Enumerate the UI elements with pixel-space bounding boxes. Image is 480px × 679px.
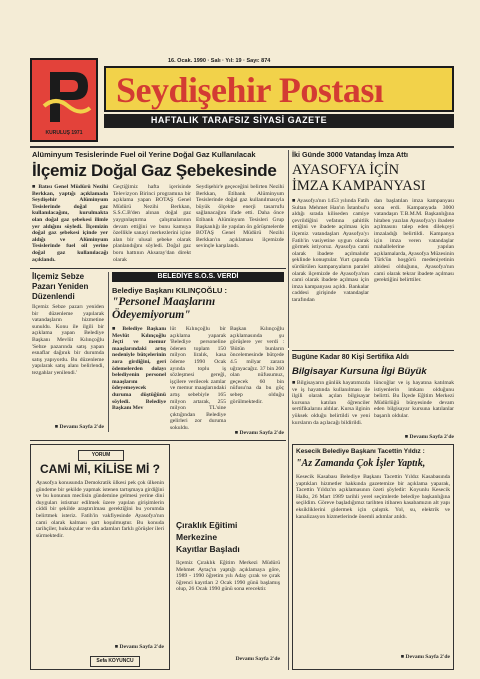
sos-quote-1: "Personel Maaşlarını — [112, 296, 216, 308]
sos-quote-2: Ödeyemiyorum" — [112, 309, 191, 321]
subtitle-bar — [104, 114, 454, 128]
ayasofya-col-1: ■ Ayasofya'nın 1453 yılında Fatih Sultan Mehmet Han'ın İstanbul'u aldığı sırada kiliseden camiye çevrildiğini vefatına şahitlik ettiğini ve ibadete açılması için ilçemiz vatandaşları Ayasofya'yı Fatih'in vasiyetine uygun olarak görmek istiyoruz. Ayasofya cami olarak ibadete açılmalıdır şeklinde konuştular. Yurt çapında sürdürülen kampanyaların paralel olarak ilçemizde de Ayasofya'nın cami olarak ibadete açılması için imza kampanyası açıldı. Bankalar caddesi girişinde vatandaşlar tarafından — [292, 198, 369, 303]
lead-col-2: Geçtiğimiz hafta içerisinde Televizyon Birinci programına bir açıklama yapan BOTAŞ Genel Müdürü Nezihi Berkkan, S.S.C.B'den alınan doğal gaz yaygınlaştırma çalışmalarının devam ettiğini ve bunu kamuya özellikle sanayi merkezlerini içine alan bir ulusal şebeke olarak planlandığını söyledi. Doğal gaz boru hattının Aksaray'dan direkt olarak — [113, 184, 191, 263]
ayasofya-headline-2: İMZA KAMPANYASI — [292, 178, 426, 194]
lead-col-1: ■ Batısı Genel Müdürü Nezihi Berkkan, yaptığı açıklamada Seydişehir Alüminyum Tesislerinde doğal gaz kullanılacağını, kurulmakta olan doğal gaz şebekesi ilimle yer aldığını söyledi. İlçemizin doğal gaz şebekesi içinde yer aldığı ve Alüminyum Tesislerinde fuel oil yerine doğal gaz kullanılacağı açıklandı. — [32, 184, 108, 263]
ayasofya-kicker: İki Günde 3000 Vatandaş İmza Attı — [292, 150, 408, 159]
lead-kicker: Alüminyum Tesislerinde Fuel oil Yerine Doğal Gaz Kullanılacak — [32, 150, 256, 159]
dateline: 16. Ocak. 1990 · Salı · Yıl: 19 · Sayı: 874 — [168, 58, 271, 64]
ayasofya-col-2: dan başlatılan imza kampanyası sona erdi. Kampanyada 3000 vatandaşın T.B.M.M. Başkanlığına hitaben yazılan Ayasofya'yı ibadete açılmasını talep eden dilekçeyi imzaladığı belirtildi. Kampanya için imza veren vatandaşlar mahallelerine yapılan açıklamalarda, Ayasofya Müzesinin Türk'ün hoşgörü medeniyetinin abidesi olduğunu, Ayasofya'nın cami olarak tekrar ibadete açılması gerektiğini belirttiler. — [374, 198, 454, 284]
yorum-body: Ayasofya konusunda Demokratik ülkesi pek çok ülkenin gündeme bir şekilde yapmak istenen tartışmaya girdiğini ve bu konunun meclisin gündemine gelmesi yerine dini duyguları istismar edilmek üzere yapılan girişimlerin ciddi bir şekilde araştırılması gerektiğini bu yorumda belirtmek isteriz. Fatih'in vakfiyesinde Ayasofya'nın cami olarak kalması şart koşulmuştur. Bu konuda tarihçiler, hukukçular ve din adamları farklı görüşler ileri sürmektedir. — [36, 480, 164, 539]
sertifika-kicker: Bugüne Kadar 80 Kişi Sertifika Aldı — [292, 354, 409, 361]
yorum-headline: CAMİ Mİ, KİLİSE Mİ ? — [40, 462, 160, 476]
sos-kicker: Belediye Başkanı KILINÇOĞLU : — [112, 286, 228, 295]
lead-headline: İlçemiz Doğal Gaz Şebekesinde — [32, 161, 277, 180]
ciraklik-body: İlçemiz Çıraklık Eğitim Merkezi Müdürü Mehmet Aytaç'ın yaptığı açıklamaya göre, 1989 - 1990 öğretim yılı Aday çırak ve çırak öğrenci kayıtları 2 Ocak 1990 günü başlamış olup, 26 Ocak 1990 günü sona erecektir. — [176, 560, 280, 593]
sos-col-1: ■ Belediye Başkanı Mevlüt Kılınçoğlu Jeçti ve memur maaşlarındaki artış nedeniyle bütçelerinin zora girdiğini, geri ödemelerden dolayı belediyenin personel maaşlarını ödeyemeyecek duruma düştüğünü söyledi. Belediye Başkanı Mev — [112, 326, 166, 412]
newspaper-title: Seydişehir Postası — [116, 70, 384, 110]
sebze-body: İlçemiz Sebze pazarı yeniden bir düzenleme yapılarak vatandaşların hizmetine sunuldu. Konu ile ilgili bir açıklama yapan Belediye Başkanı Mevlüt Kılınçoğlu 'Sebze pazarında satış yapan esnaflar dağınık bir durumda satış yapıyordu. Bu düzenleme yapılarak satış alanı belirlendi, tezgahlar yenilendi.' — [32, 304, 104, 376]
ciraklik-headline-1: Çıraklık Eğitimi — [176, 520, 238, 530]
yorum-more: ■ Devamı Sayfa 2'de — [114, 644, 164, 650]
sertifika-headline: Bilgisayar Kursuna İlgi Büyük — [292, 366, 427, 377]
ciraklik-headline-3: Kayıtlar Başladı — [176, 544, 240, 554]
right-mid-divider — [292, 350, 454, 351]
masthead — [30, 58, 454, 142]
newspaper-subtitle: HAFTALIK TARAFSIZ SİYASİ GAZETE — [150, 115, 328, 125]
tacettin-kicker: Kesecik Belediye Başkanı Tacettin Yıldız : — [296, 448, 425, 455]
sebze-headline: İlçemiz Sebze Pazarı Yeniden Düzenlendi — [32, 272, 89, 301]
newspaper-logo — [30, 58, 98, 142]
lead-col-3: Seydişehir'e geçeceğini belirten Nezihi Berkkan, Etibank Alüminyum Tesislerinde doğal gaz kullanılmasıyla büyük ölçekte enerji tasarrufu sağlanacağını ifade etti. Daha önce Etibank Alüminyum Tesisleri Grup Başkanlığı ile yapılan ön görüşmelerde BOTAŞ Genel Müdürü Nezihi Berkkan'ın açıklaması ilçemizde sevinçle karşılandı. — [196, 184, 284, 250]
sebze-divider — [108, 272, 109, 432]
column-divider — [288, 150, 289, 348]
logo-caption: KURULUŞ 1971 — [45, 130, 83, 136]
tacettin-more: ■ Devamı Sayfa 2'de — [400, 654, 450, 660]
column-divider-lower — [288, 350, 289, 670]
tacettin-body: Kesecik Kasabası Belediye Başkanı Tacettin Yıldız Kasabasında yaptıkları hizmetler hakkında gazetemize bir açıklama yaparak, Tacettin Yıldız'ın açıklamasının özeti şöyledir: Koyunlu Kesecik Halkı, 26 Mart 1989 tarihli yerel seçimlerde belediye başkanlığına seçildim. Göreve başladığımız tarihten itibaren kasabamızın alt yapı eksikliklerini gidermek için çalıştık. Yol, su, elektrik ve kanalizasyon hizmetlerinde önemli adımlar atıldı. — [296, 474, 450, 520]
tacettin-headline: "Az Zamanda Çok İşler Yaptık, — [296, 458, 426, 469]
ciraklik-headline-2: Merkezine — [176, 532, 218, 542]
lead-bottom-divider — [30, 268, 286, 269]
ciraklik-more: Devamı Sayfa 2'de — [235, 656, 280, 662]
sos-banner: BELEDİYE S.O.S. VERDİ — [112, 272, 284, 282]
yorum-author: Sefa KOYUNCU — [90, 656, 140, 667]
top-divider — [30, 146, 454, 148]
sertifika-more: ■ Devamı Sayfa 2'de — [404, 434, 454, 440]
sos-col-2: lüt Kılınçoğlu bir açıklama yaparak 'Belediye personeline ödenen toplam 150 milyon liralık, kasa ödeme 1990 Ocak ayında toplu iş sözleşmesi gereği, işçilere verilecek zamlar ve memur maaşlarındaki artış sebebiyle 165 milyon artarak, 255 milyon TL'sine çıktığından Belediye gelirleri zor duruma sokuldu. — [170, 326, 226, 431]
sp-monogram-icon — [38, 66, 94, 128]
ayasofya-headline-1: AYASOFYA İÇİN — [292, 162, 400, 178]
sos-more: ■ Devamı Sayfa 2'de — [234, 430, 284, 436]
sertifika-col-2: lüncoğlar ve iş hayatına katılmak istiyenlerin imkanı olduğunu belirtti. Bu İlçede Eğitim Merkezi Müdürlüğü bünyesinde devam eden bilgisayar kursuna katılanlar başarılı oldular. — [374, 380, 454, 419]
title-bar — [104, 66, 454, 112]
sertifika-col-1: ■ Bilgisayarın günlük hayatımızda ve iş hayatında kullanılması ile ilgili olarak açılan bilgisayar kursuna katılan öğrenciler sertifikalarını aldılar. Kursa ilginin yüksek olduğu belirtildi ve yeni kursların da açılacağı bildirildi. — [292, 380, 370, 426]
mid-divider — [30, 440, 286, 441]
sebze-more: ■ Devamı Sayfa 2'de — [54, 424, 104, 430]
sos-col-3: Başkan Kılınçoğlu açıklamasında şu görüşlere yer verdi : 'Bütün bunların öncelemesinde bütçede 4.5 milyar zarara uğrayacağız. 37 bin 260 olan nüfusumuz, geçecek 60 bin nüfusu'na da bu göç sebep olduğu görülmektedir. — [230, 326, 284, 405]
yorum-label: YORUM — [78, 450, 124, 461]
